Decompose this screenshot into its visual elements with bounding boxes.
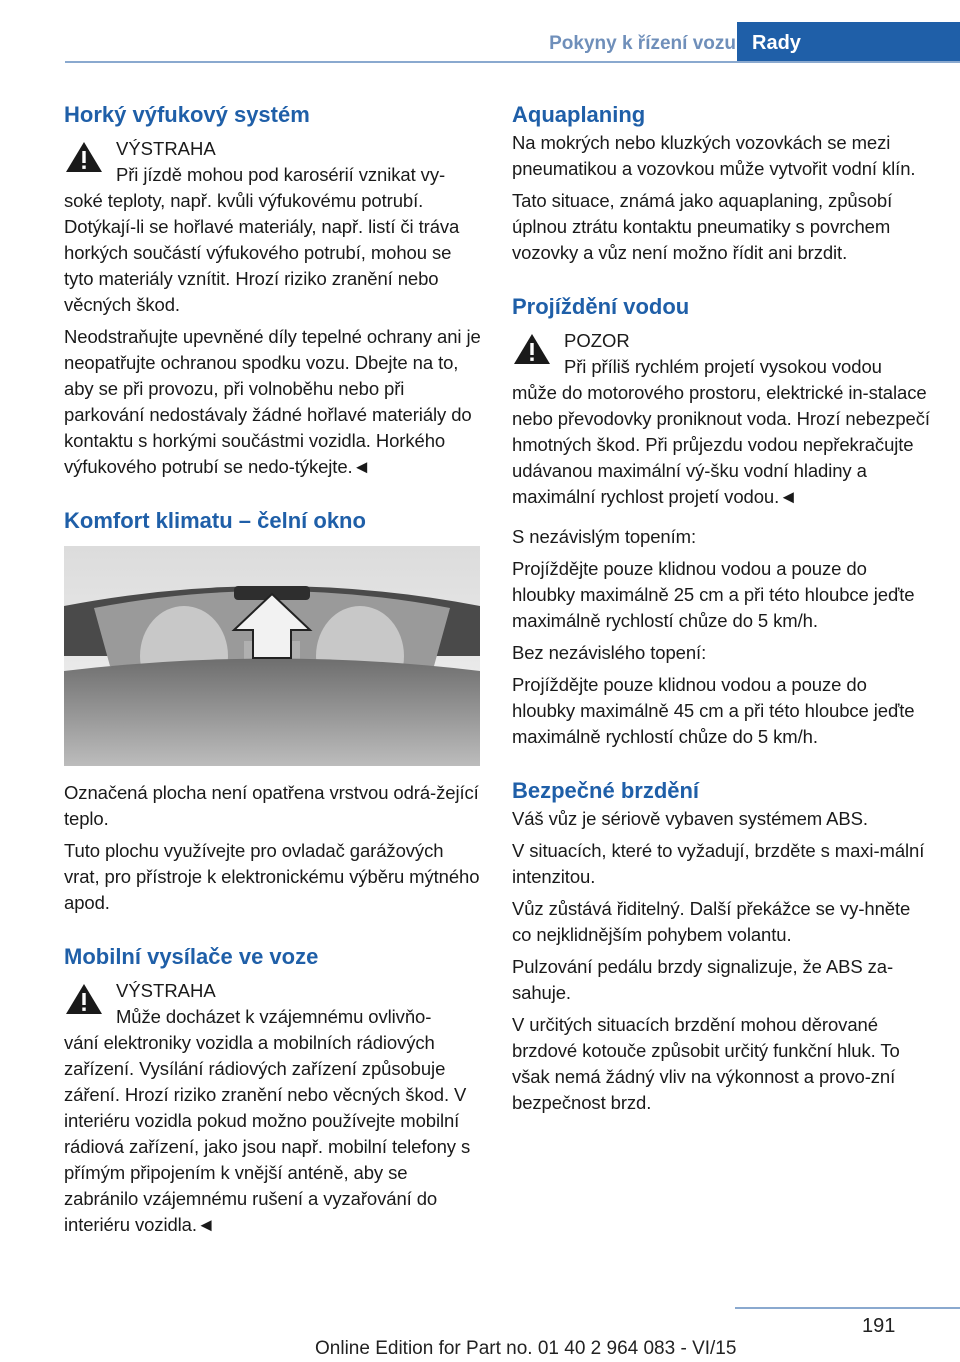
paragraph: Neodstraňujte upevněné díly tepelné ochrany ani je neopatřujte ochranou spodku vozu. Dbejte na to, aby se při provozu, při volnoběhu nebo při parkování nedostávaly žádné hořlavé materiály do kontaktu s horkými součástmi vozidla. Horkého výfukového potrubí se nedo‐týkejte.◄ — [64, 326, 481, 477]
left-column — [64, 100, 482, 1238]
heading-climate-windscreen: Komfort klimatu – čelní okno — [64, 508, 366, 533]
heading-mobile-transmitters: Mobilní vysílače ve voze — [64, 944, 319, 969]
warning-block-exhaust — [64, 136, 482, 318]
caution-text: může do motorového prostoru, elektrické in‐stalace nebo převodovky proniknout voda. Hrozí nebezpečí hmotných škod. Při průjezdu vodou nepřekračujte udávanou maximální vý‐šku vodní hladiny a maximální rychlost projetí vodou.◄ — [512, 382, 930, 507]
paragraph: Tato situace, známá jako aquaplaning, způsobí úplnou ztrátu kontaktu pneumatiky s povrchem vozovky a vůz není možno řídit ani brzdit. — [512, 190, 893, 263]
warning-icon — [64, 140, 104, 174]
caution-block-water — [512, 328, 932, 510]
paragraph: Označená plocha není opatřena vrstvou odrá‐žející teplo. — [64, 782, 479, 829]
caution-text-line: Při příliš rychlém projetí vysokou vodou — [564, 356, 882, 377]
warning-text-line: Může docházet k vzájemnému ovlivňo‐ — [116, 1006, 432, 1027]
warning-label: VÝSTRAHA — [116, 138, 216, 159]
heading-hot-exhaust: Horký výfukový systém — [64, 102, 310, 127]
running-header-tab: Rady — [737, 22, 960, 63]
heading-safe-braking: Bezpečné brzdění — [512, 778, 700, 803]
paragraph: Tuto plochu využívejte pro ovladač garážových vrat, pro přístroje k elektronickému výběru mýtného apod. — [64, 840, 480, 913]
page-number: 191 — [862, 1315, 896, 1337]
paragraph: V situacích, které to vyžadují, brzděte s maxi‐mální intenzitou. — [512, 840, 925, 887]
right-column — [512, 100, 932, 1116]
warning-block-mobile — [64, 978, 482, 1238]
warning-text: soké teploty, např. kvůli výfukovému potrubí. Dotýkají-li se hořlavé materiály, např. listí či tráva horkých součástí výfukového potrubí, mohou se tyto materiály vznítit. Hrozí riziko zranění nebo věcných škod. — [64, 190, 460, 315]
heading-aquaplaning: Aquaplaning — [512, 102, 646, 127]
header-rule — [65, 61, 960, 63]
edition-footer: Online Edition for Part no. 01 40 2 964 083 - VI/15 — [315, 1338, 737, 1359]
paragraph: Na mokrých nebo kluzkých vozovkách se mezi pneumatikou a vozovkou může vytvořit vodní klín. — [512, 132, 916, 179]
paragraph: Bez nezávislého topení: — [512, 642, 707, 663]
caution-label: POZOR — [564, 330, 630, 351]
paragraph: Vůz zůstává řiditelný. Další překážce se vy‐hněte co nejklidnějším pohybem volantu. — [512, 898, 911, 945]
paragraph: Váš vůz je sériově vybaven systémem ABS. — [512, 808, 868, 829]
warning-text-line: Při jízdě mohou pod karosérií vznikat vy‐ — [116, 164, 446, 185]
warning-label: VÝSTRAHA — [116, 980, 216, 1001]
heading-driving-through-water: Projíždění vodou — [512, 294, 690, 319]
warning-icon — [64, 982, 104, 1016]
warning-icon — [512, 332, 552, 366]
paragraph: S nezávislým topením: — [512, 526, 697, 547]
running-header-section: Pokyny k řízení vozu — [549, 33, 736, 54]
footer-rule — [735, 1307, 960, 1309]
paragraph: V určitých situacích brzdění mohou děrované brzdové kotouče způsobit určitý funkční hluk. To však nemá žádný vliv na výkonnost a provo‐zní bezpečnost brzd. — [512, 1014, 900, 1113]
paragraph: Pulzování pedálu brzdy signalizuje, že ABS za‐sahuje. — [512, 956, 894, 1003]
warning-text: vání elektroniky vozidla a mobilních rádiových zařízení. Vysílání rádiových zařízení způsobuje záření. Hrozí riziko zranění nebo věcných škod. V interiéru vozidla pokud možno používejte mobilní rádiová zařízení, jako jsou např. mobilní telefony s přímým připojením k vnější anténě, aby se zabránilo vzájemnému rušení a vyzařování do interiéru vozidla.◄ — [64, 1032, 471, 1235]
windscreen-photo — [64, 546, 480, 766]
paragraph: Projíždějte pouze klidnou vodou a pouze do hloubky maximálně 25 cm a při této hloubce jeďte maximálně rychlostí chůze do 5 km/h. — [512, 558, 915, 631]
paragraph: Projíždějte pouze klidnou vodou a pouze do hloubky maximálně 45 cm a při této hloubce jeďte maximálně rychlostí chůze do 5 km/h. — [512, 674, 915, 747]
